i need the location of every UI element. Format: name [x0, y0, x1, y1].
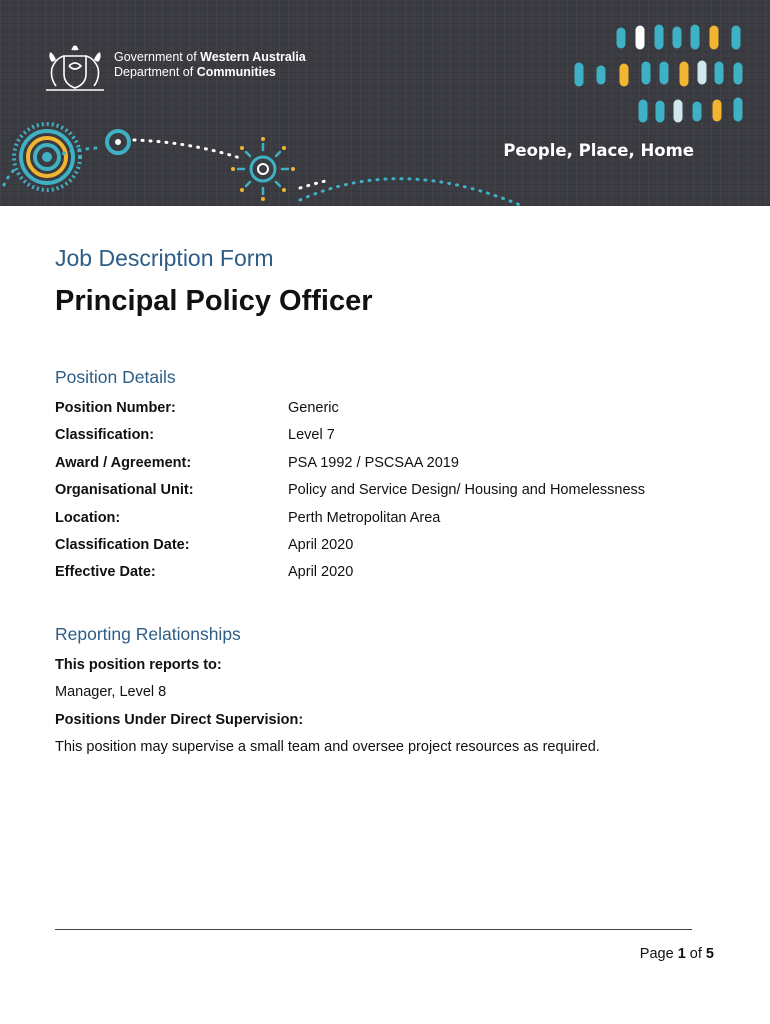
government-name — [114, 50, 306, 65]
footer-divider — [55, 929, 692, 930]
gov-state: Western Australia — [200, 50, 306, 64]
detail-label: Classification Date: — [55, 536, 190, 553]
detail-value: Level 7 — [288, 427, 335, 444]
supervision-label: Positions Under Direct Supervision: — [55, 712, 304, 728]
dept-name: Communities — [196, 65, 276, 79]
position-title: Principal Policy Officer — [55, 285, 373, 317]
dept-prefix: Department of — [114, 65, 197, 79]
detail-row — [55, 425, 715, 452]
detail-row — [55, 562, 715, 589]
detail-label: Position Number: — [55, 400, 176, 416]
position-details-table — [55, 398, 715, 590]
supervision-value: This position may supervise a small team and oversee project resources as required. — [55, 739, 600, 755]
detail-label: Organisational Unit: — [55, 482, 194, 499]
form-title: Job Description Form — [55, 245, 274, 271]
detail-row — [55, 453, 715, 480]
page-prefix: Page — [639, 946, 678, 962]
aboriginal-art-decoration — [0, 0, 770, 206]
reports-to-label: This position reports to: — [55, 657, 222, 673]
dash-pattern-icon — [579, 29, 738, 118]
page-total: 5 — [705, 946, 714, 962]
detail-label: Effective Date: — [55, 564, 156, 581]
reports-to-value: Manager, Level 8 — [55, 684, 167, 700]
detail-value: Policy and Service Design/ Housing and Homelessness — [288, 482, 646, 499]
detail-label: Location: — [55, 509, 121, 526]
detail-value: PSA 1992 / PSCSAA 2019 — [288, 454, 459, 471]
detail-row — [55, 508, 715, 535]
concentric-circle-icon — [14, 124, 80, 190]
detail-value: April 2020 — [288, 536, 354, 553]
wa-coat-of-arms-icon — [42, 42, 108, 94]
detail-row — [55, 398, 715, 425]
gov-prefix: Government of — [114, 50, 201, 64]
detail-value: Perth Metropolitan Area — [288, 509, 441, 526]
detail-row — [55, 535, 715, 562]
small-ring-icon — [107, 131, 129, 153]
government-wordmark — [114, 50, 306, 80]
reporting-relationships-heading: Reporting Relationships — [55, 624, 241, 644]
detail-row — [55, 480, 715, 507]
detail-value: Generic — [288, 400, 339, 416]
sun-icon — [231, 137, 295, 201]
header-banner — [0, 0, 770, 206]
page-number — [640, 946, 714, 962]
page-separator: of — [685, 946, 706, 962]
department-name — [114, 65, 306, 80]
tagline: People, Place, Home — [503, 141, 694, 160]
detail-label: Award / Agreement: — [55, 454, 192, 471]
page-current: 1 — [677, 946, 686, 962]
position-details-heading: Position Details — [55, 367, 176, 387]
detail-value: April 2020 — [288, 564, 354, 581]
detail-label: Classification: — [55, 427, 155, 444]
